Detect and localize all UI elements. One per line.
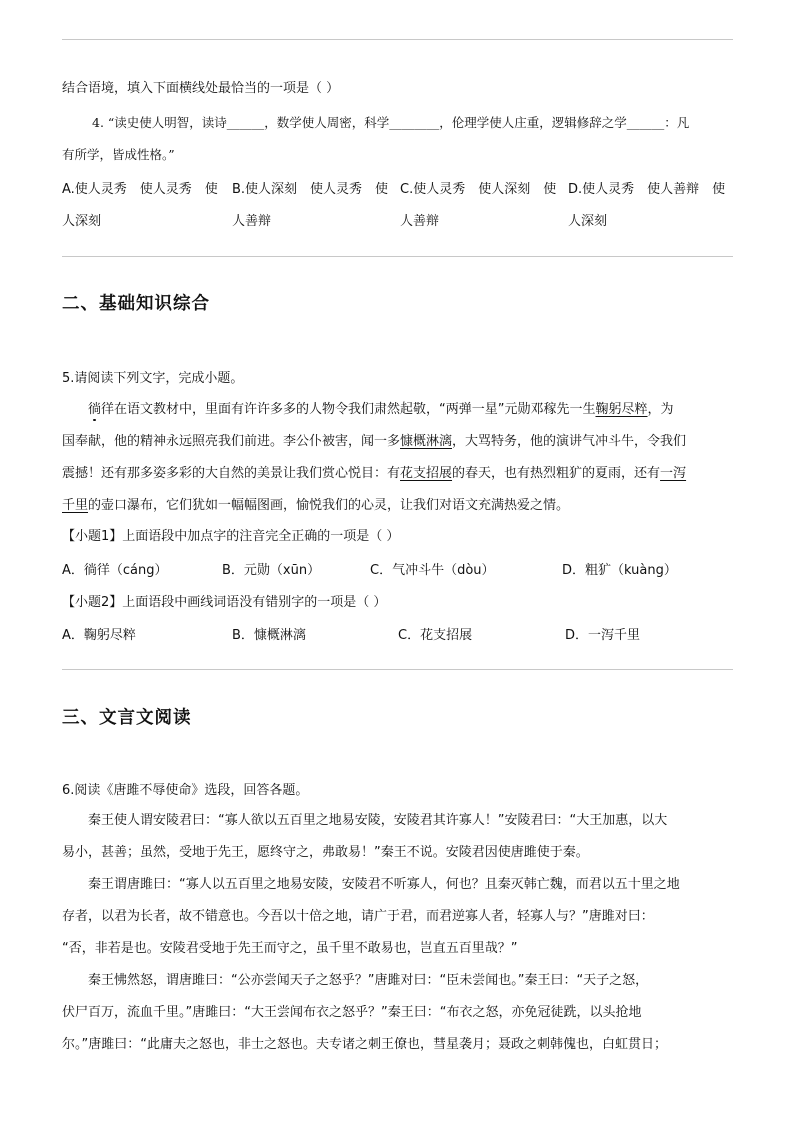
q4-option-a-line2: 人深刻 xyxy=(62,214,102,229)
q4-option-b[interactable] xyxy=(232,181,388,231)
classical-line: 存者，以君为长者，故不错意也。今吾以十倍之地，请广于君，而君逆寡人者，轻寡人与？”唐雎对曰： xyxy=(62,909,654,924)
q4-option-d-line2: 人深刻 xyxy=(568,214,608,229)
passage-line3 xyxy=(62,458,734,490)
classical-line: 秦王使人谓安陵君曰：“寡人欲以五百里之地易安陵，安陵君其许寡人！”安陵君曰：“大王加惠，以大 xyxy=(62,813,668,828)
q4-option-a[interactable] xyxy=(62,181,218,231)
classical-line: “否，非若是也。安陵君受地于先王而守之，虽千里不敢易也，岂直五百里哉？” xyxy=(62,941,518,956)
classical-passage xyxy=(62,805,734,1061)
q4-option-c[interactable] xyxy=(400,181,556,231)
q4-option-b-line1: B.使人深刻 使人灵秀 使 xyxy=(232,182,389,197)
classical-line: 伏尸百万，流血千里。”唐雎曰：“大王尝闻布衣之怒乎？”秦王曰：“布衣之怒，亦免冠徒跣，以头抢地 xyxy=(62,1005,642,1020)
divider-section2 xyxy=(62,256,733,257)
underlined-kangkai: 慷概淋漓 xyxy=(400,434,453,449)
sub2-option-d[interactable]: D．一泻千里 xyxy=(565,628,641,643)
sub2-option-c[interactable]: C．花支招展 xyxy=(398,628,473,643)
sub1-option-c[interactable]: C．气冲斗牛（dòu） xyxy=(370,563,495,578)
q4-option-a-line1: A.使人灵秀 使人灵秀 使 xyxy=(62,182,218,197)
passage-line1-end: ，为 xyxy=(647,402,674,417)
q6-intro: 6.阅读《唐雎不辱使命》选段，回答各题。 xyxy=(62,783,309,798)
passage-line1 xyxy=(62,394,734,426)
passage-line2-text: 国奉献，他的精神永远照亮我们前进。李公仆被害，闻一多 xyxy=(62,434,401,449)
q4-intro: 结合语境，填入下面横线处最恰当的一项是（ ） xyxy=(62,81,340,96)
q4-option-c-line1: C.使人灵秀 使人深刻 使 xyxy=(400,182,557,197)
section2-heading: 二、基础知识综合 xyxy=(62,294,210,314)
q5-passage xyxy=(62,394,734,522)
passage-line3-mid: 的春天，也有热烈粗犷的夏雨，还有 xyxy=(452,466,661,481)
section3-heading: 三、文言文阅读 xyxy=(62,708,192,728)
passage-line4 xyxy=(62,490,734,522)
underlined-huazhi: 花支招展 xyxy=(400,466,453,481)
passage-line2-end: ，大骂特务，他的演讲气冲斗牛，令我们 xyxy=(452,434,687,449)
q4-option-d-line1: D.使人灵秀 使人善辩 使 xyxy=(568,182,726,197)
underlined-yixie: 一泻 xyxy=(660,466,687,481)
classical-line: 秦王谓唐雎曰：“寡人以五百里之地易安陵，安陵君不听寡人，何也？且秦灭韩亡魏，而君以五十里之地 xyxy=(62,877,680,892)
sub1-option-d[interactable]: D．粗犷（kuàng） xyxy=(562,563,677,578)
dot-char-chang: 徜 xyxy=(88,402,102,417)
sub2-question: 【小题2】上面语段中画线词语没有错别字的一项是（ ） xyxy=(62,595,387,610)
sub1-option-b[interactable]: B．元勋（xūn） xyxy=(222,563,321,578)
passage-line1-text: 徉在语文教材中，里面有许许多多的人物令我们肃然起敬，“两弹一星”元勋邓稼先一生 xyxy=(101,402,596,417)
sub2-option-b[interactable]: B．慷概淋漓 xyxy=(232,628,306,643)
underlined-jugong: 鞠躬尽粹 xyxy=(595,402,648,417)
sub1-option-a[interactable]: A．徜徉（cáng） xyxy=(62,563,168,578)
passage-line2 xyxy=(62,426,734,458)
q4-option-b-line2: 人善辩 xyxy=(232,214,272,229)
underlined-qianli: 千里 xyxy=(62,498,89,513)
passage-line3-text: 震撼！还有那多姿多彩的大自然的美景让我们赏心悦目：有 xyxy=(62,466,401,481)
q5-intro: 5.请阅读下列文字，完成小题。 xyxy=(62,371,244,386)
sub1-question: 【小题1】上面语段中加点字的注音完全正确的一项是（ ） xyxy=(62,529,400,544)
classical-line: 易小，甚善；虽然，受地于先王，愿终守之，弗敢易！”秦王不说。安陵君因使唐雎使于秦。 xyxy=(62,845,589,860)
classical-line: 尔。”唐雎曰：“此庸夫之怒也，非士之怒也。夫专诸之刺王僚也，彗星袭月；聂政之刺韩傀也，白虹贯日； xyxy=(62,1037,667,1052)
q4-option-d[interactable] xyxy=(568,181,725,231)
classical-line: 秦王怫然怒，谓唐雎曰：“公亦尝闻天子之怒乎？”唐雎对曰：“臣未尝闻也。”秦王曰：“天子之怒， xyxy=(62,973,649,988)
sub2-option-a[interactable]: A．鞠躬尽粹 xyxy=(62,628,136,643)
q4-stem-line1: 4. “读史使人明智，读诗______，数学使人周密，科学________，伦理学使人庄重，逻辑修辞之学______：凡 xyxy=(92,115,690,130)
divider-section3 xyxy=(62,669,733,670)
divider-top xyxy=(62,39,733,40)
q4-stem-line2: 有所学，皆成性格。” xyxy=(62,147,175,162)
q4-option-c-line2: 人善辩 xyxy=(400,214,440,229)
passage-line4-text: 的壶口瀑布，它们犹如一幅幅图画，愉悦我们的心灵，让我们对语文充满热爱之情。 xyxy=(88,498,570,513)
